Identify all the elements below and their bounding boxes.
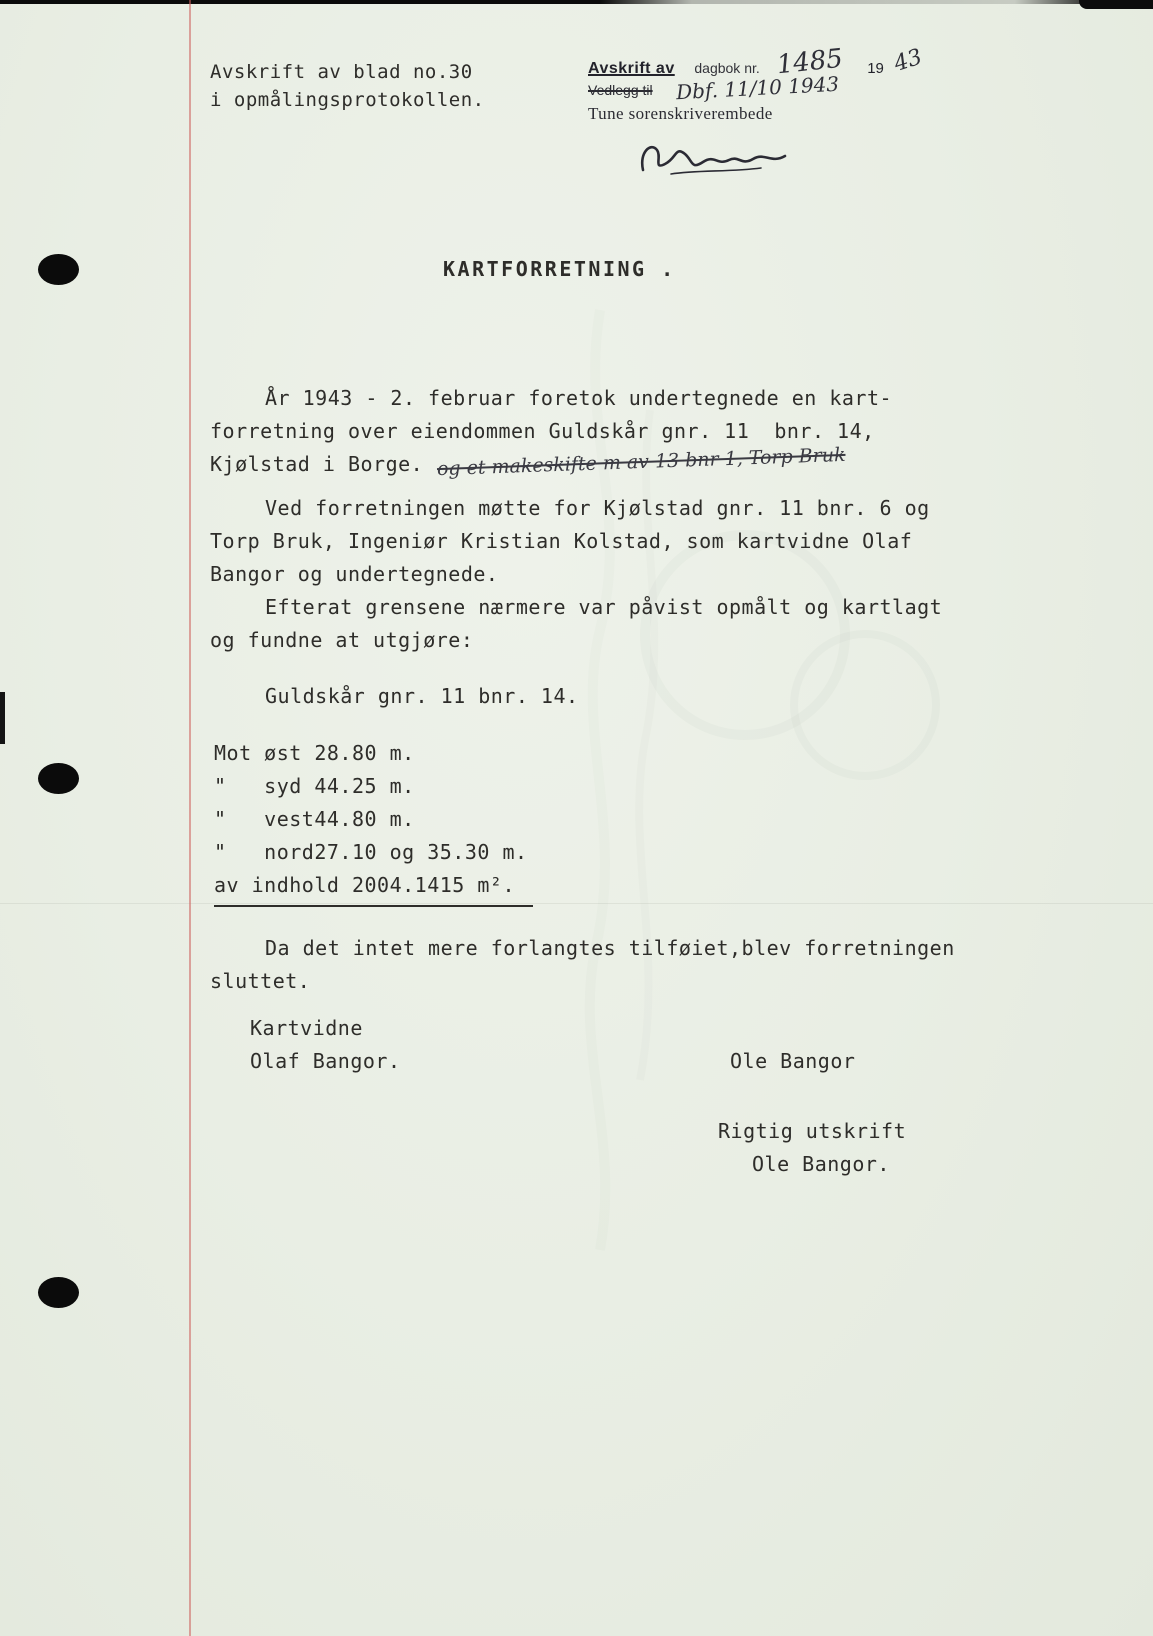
paragraph-4 <box>210 932 1020 998</box>
body-line: Bangor og undertegnede. <box>210 562 499 586</box>
stamp-office-name: Tune sorenskriverembede <box>588 104 773 123</box>
certification-label: Rigtig utskrift <box>718 1119 907 1143</box>
property-heading-text: Guldskår gnr. 11 bnr. 14. <box>265 684 579 708</box>
measurements-list <box>214 737 533 907</box>
witness-name: Olaf Bangor. <box>250 1049 401 1073</box>
document-title: KARTFORRETNING . <box>443 257 676 281</box>
body-line: Ved forretningen møtte for Kjølstad gnr. 11 bnr. 6 og <box>265 496 930 520</box>
certified-by-name: Ole Bangor. <box>752 1152 890 1176</box>
area-total-text: av indhold 2004.1415 m². <box>214 869 533 907</box>
body-line: sluttet. <box>210 969 311 993</box>
witness-label: Kartvidne <box>250 1016 363 1040</box>
stamp-dagbok-label: dagbok nr. <box>694 60 760 76</box>
body-line: og fundne at utgjøre: <box>210 628 474 652</box>
punch-hole <box>38 254 79 285</box>
body-line: Torp Bruk, Ingeniør Kristian Kolstad, som kartvidne Olaf <box>210 529 913 553</box>
paragraph-1 <box>210 382 1020 482</box>
property-heading <box>265 680 579 713</box>
measurement-line: " vest44.80 m. <box>214 807 415 831</box>
paragraph-2 <box>210 492 1020 591</box>
measurement-line: " nord27.10 og 35.30 m. <box>214 840 528 864</box>
measurement-line: Mot øst 28.80 m. <box>214 741 415 765</box>
handwritten-year: 43 <box>890 44 925 78</box>
right-signature-name: Ole Bangor <box>730 1049 856 1073</box>
body-line: År 1943 - 2. februar foretok undertegnede en kart- <box>265 386 893 410</box>
handwritten-signature <box>635 134 805 186</box>
body-line: Efterat grensene nærmere var påvist opmålt og kartlagt <box>265 595 943 619</box>
handwritten-struck-insertion: og et makeskifte m av 13 bnr 1, Torp Bruk <box>436 443 847 481</box>
stamp-vedlegg-label-struck: Vedlegg til <box>588 82 653 98</box>
scan-edge-left-mark <box>0 692 5 744</box>
body-line-text: Kjølstad i Borge. <box>210 452 424 476</box>
scan-edge-top-right <box>1079 0 1153 9</box>
registry-stamp <box>588 43 948 124</box>
body-line <box>210 443 1020 482</box>
punch-hole <box>38 763 79 794</box>
area-total-line <box>214 869 533 907</box>
handwritten-journal-note: Dbf. 11/10 1943 <box>675 71 840 105</box>
stamp-row-dagbok <box>588 43 948 81</box>
header-note <box>210 58 485 114</box>
handwritten-dagbok-number: 1485 <box>775 43 845 81</box>
handwritten-signature-stroke <box>635 134 805 182</box>
punch-hole <box>38 1277 79 1308</box>
body-line: Da det intet mere forlangtes tilføiet,blev forretningen <box>265 936 955 960</box>
stamp-year-printed: 19 <box>867 60 884 77</box>
stamp-row-vedlegg <box>588 71 948 105</box>
header-note-line: Avskrift av blad no.30 <box>210 61 473 83</box>
stamp-avskrift-label: Avskrift av <box>588 60 675 77</box>
header-note-line: i opmålingsprotokollen. <box>210 89 485 111</box>
body-line: forretning over eiendommen Guldskår gnr. 11 bnr. 14, <box>210 419 875 443</box>
scan-edge-top <box>0 0 1153 4</box>
measurement-line: " syd 44.25 m. <box>214 774 415 798</box>
margin-rule <box>189 0 191 1636</box>
paragraph-3 <box>210 591 1020 657</box>
